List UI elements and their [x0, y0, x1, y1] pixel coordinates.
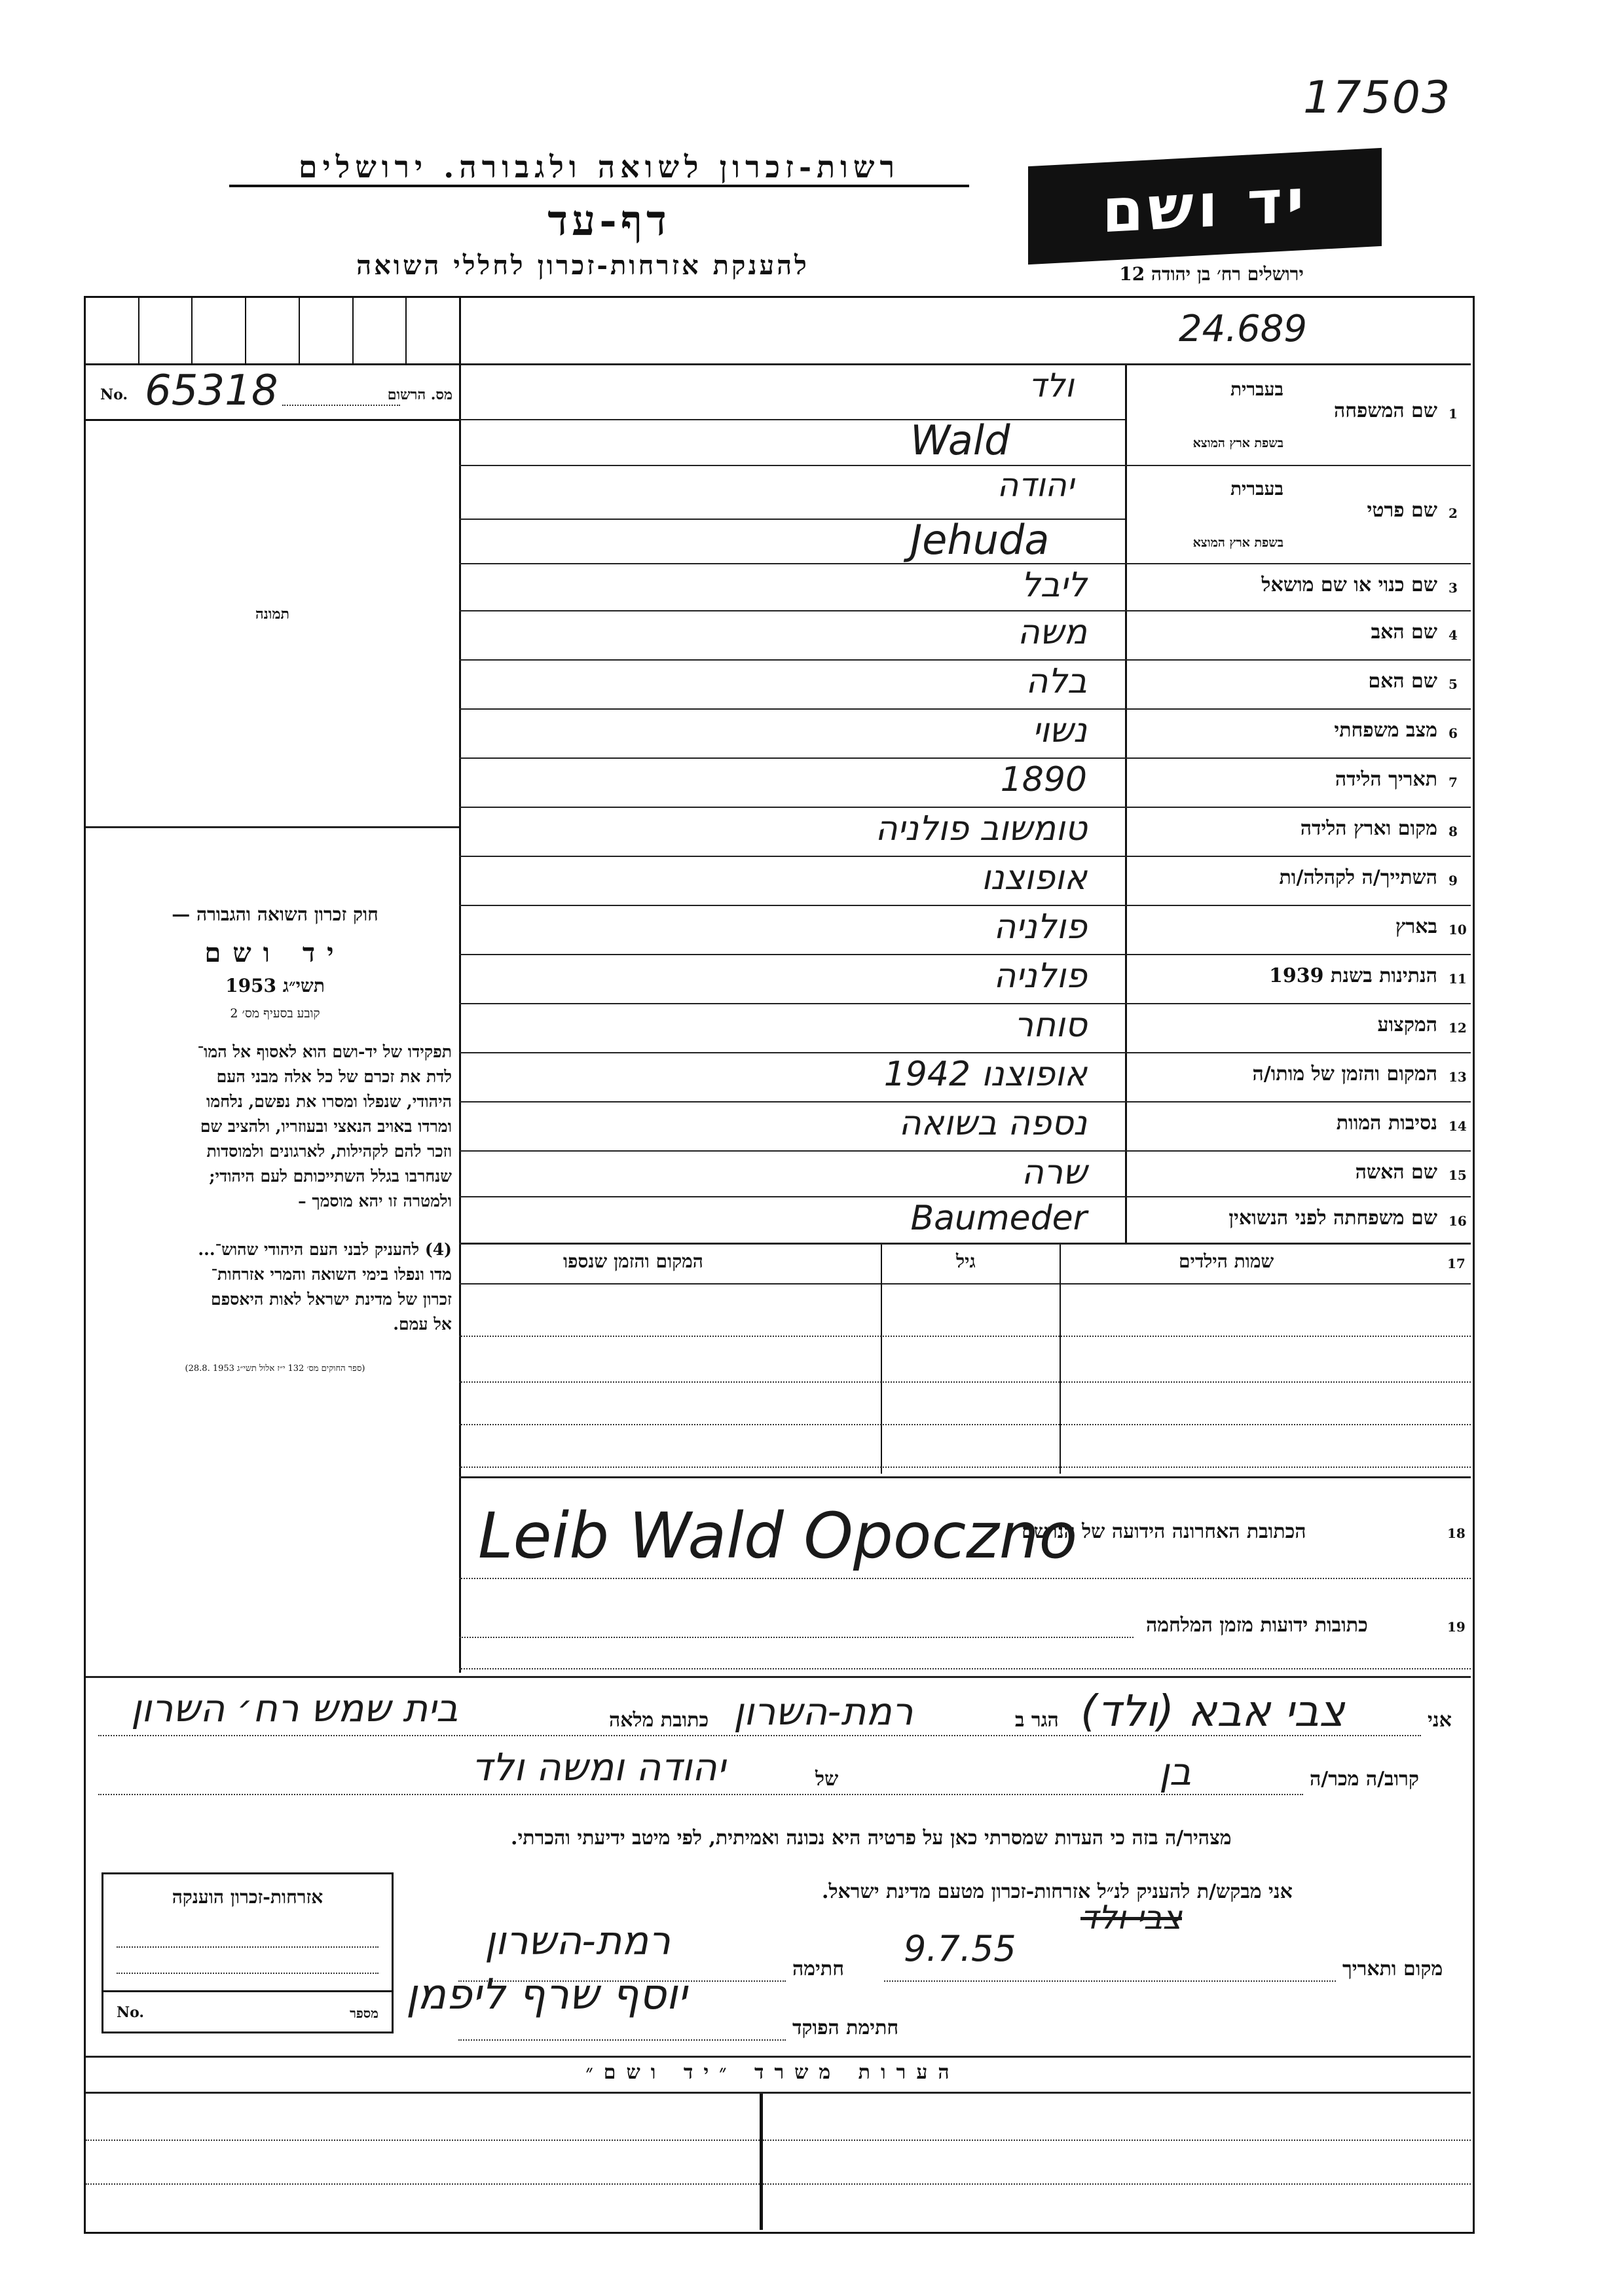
place-date-label: מקום ותאריך — [1342, 1958, 1443, 1980]
field-9-number: 9 — [1449, 873, 1458, 888]
field-13-number: 13 — [1449, 1069, 1467, 1085]
field-1-label: שם המשפחה — [1333, 399, 1437, 422]
registration-number: 65318 — [145, 367, 278, 415]
office-notes-title: הערות משרד ״יד ושם״ — [585, 2061, 960, 2084]
field-18-label: הכתובת האחרונה הידועה של הנרשם — [1022, 1520, 1306, 1543]
declaration-request: אני מבקש/ת להעניק לנ״ל אזרחות-זכרון מטעם מדינת ישראל. — [822, 1880, 1293, 1903]
logo-text: יד ושם — [1101, 165, 1308, 247]
law-year: תשי״ג 1953 — [225, 975, 325, 996]
field-11-label: הנתינות בשנת 1939 — [1268, 964, 1437, 987]
declaration-ani: אני — [1428, 1709, 1452, 1732]
law-line: אל עמם. — [393, 1315, 452, 1334]
field-1-value-local: Wald — [910, 416, 1010, 464]
officer-signature: יוסף שרף ליפמן — [406, 1971, 687, 2019]
field-5-label: שם האם — [1368, 670, 1437, 693]
photo-label: תמונה — [255, 606, 289, 623]
declaration-statement: מצהיר/ה בזה כי העדות שמסרתי כאן על פרטיה היא נכונה ואמיתית, לפי מיטב ידיעתי והכרתי. — [511, 1827, 1232, 1850]
law-clause4 — [98, 1237, 452, 1337]
field-10-value: פולניה — [993, 907, 1087, 947]
resides-value: רמת-השרון — [733, 1689, 913, 1734]
field-3-label: שם כנוי או שם מושאל — [1261, 574, 1437, 596]
field-14-value: נספה בשואה — [898, 1104, 1087, 1143]
law-line: תפקידו של יד-ושם הוא לאסוף אל המו־ — [197, 1042, 452, 1061]
field-1-number: 1 — [1449, 406, 1458, 422]
field-9-value: אופוצנו — [981, 858, 1087, 898]
children-names-header: שמות הילדים — [1179, 1250, 1274, 1272]
field-18-value: Leib Wald Opoczno — [478, 1499, 1078, 1573]
field-row-divider — [459, 1196, 1471, 1197]
field-4-value: משה — [1017, 613, 1087, 652]
field-15-label: שם האשה — [1355, 1161, 1437, 1184]
field-row-divider — [459, 659, 1471, 661]
field-6-number: 6 — [1449, 725, 1458, 741]
field-11-number: 11 — [1449, 971, 1467, 987]
law-clause: קובע בסעיף מס׳ 2 — [230, 1006, 320, 1021]
field-2-value-hebrew: יהודה — [997, 466, 1074, 504]
field-1-sub-local: בשפת ארץ המוצא — [1192, 436, 1283, 450]
field-6-value: נשוי — [1032, 711, 1087, 750]
law-line: ולמטרה זו יהא מוסמך – — [298, 1192, 452, 1211]
field-1-value-hebrew: ולד — [1028, 367, 1074, 405]
field-4-label: שם האב — [1371, 621, 1437, 644]
field-19-number: 19 — [1447, 1619, 1466, 1635]
relation-value: בן — [1159, 1749, 1192, 1794]
declarant-name: צבי אבא (ולד) — [1080, 1686, 1345, 1736]
archive-number: 17503 — [1303, 72, 1452, 124]
field-2-number: 2 — [1449, 505, 1458, 521]
field-16-number: 16 — [1449, 1213, 1467, 1229]
relation-label: קרוב/ה מכר/ה — [1310, 1768, 1419, 1791]
registration-no-label: No. — [100, 386, 128, 403]
law-line: מדו ונפלו בימי השואה והמרי אזרחות־ — [211, 1265, 452, 1284]
field-row-divider — [459, 1101, 1471, 1102]
granted-box-title: אזרחות-זכרון הוענקה — [172, 1886, 323, 1908]
field-16-value: Baumeder — [910, 1199, 1087, 1238]
field-3-number: 3 — [1449, 580, 1458, 596]
top-box-number: 24.689 — [1179, 308, 1307, 350]
registration-label: מס. הרשום — [387, 386, 452, 403]
field-2-sub-local: בשפת ארץ המוצא — [1192, 536, 1283, 550]
children-age-header: גיל — [956, 1250, 976, 1272]
field-13-label: המקום והזמן של מותו/ה — [1252, 1063, 1437, 1085]
yad-vashem-logo — [1028, 148, 1382, 264]
law-block — [98, 903, 452, 1374]
form-subtitle: להענקת אזרחות-זכרון לחללי השואה — [356, 250, 809, 281]
of-value: יהודה ומשה ולד — [471, 1745, 726, 1789]
field-row-divider — [459, 1003, 1471, 1004]
field-subrow-divider — [459, 419, 1125, 420]
law-line: וזכר להם לקהילות, לארגונים ולמוסדות — [206, 1142, 452, 1161]
field-3-value: ליבל — [1021, 566, 1087, 605]
law-name: יד ושם — [204, 938, 346, 968]
field-18-number: 18 — [1447, 1525, 1466, 1541]
law-line: (4) להעניק לבני העם היהודי שהוש־... — [198, 1240, 452, 1259]
field-2-value-local: Jehuda — [910, 516, 1050, 564]
field-14-number: 14 — [1449, 1118, 1467, 1134]
field-6-label: מצב משפחתי — [1334, 719, 1437, 742]
field-row-divider — [459, 856, 1471, 857]
law-footnote: (ספר החוקים מס׳ 132 י״ז אלול תשי״ג 1953 .28.8) — [185, 1364, 365, 1374]
granted-no-label: No. — [117, 2004, 145, 2021]
witness-signature: רמת-השרון — [485, 1918, 671, 1964]
field-row-divider — [459, 757, 1471, 759]
field-8-label: מקום וארץ הלידה — [1300, 817, 1437, 840]
field-7-label: תאריך הלידה — [1335, 768, 1437, 791]
field-12-value: סוחר — [1014, 1006, 1087, 1045]
law-line: לדת את זכרם של כל אלה מבני העם — [216, 1067, 452, 1086]
officer-signature-label: חתימת הפוקד — [792, 2016, 899, 2039]
granted-box — [101, 1872, 394, 2033]
law-title: חוק זכרון השואה והגבורה — — [172, 903, 378, 925]
field-12-label: המקצוע — [1377, 1013, 1437, 1036]
full-address-value: בית שמש רח׳ השרון — [131, 1686, 458, 1730]
field-7-number: 7 — [1449, 774, 1458, 790]
field-row-divider — [459, 465, 1471, 466]
registration-row — [86, 367, 459, 421]
field-row-divider — [459, 1150, 1471, 1152]
field-10-label: בארץ — [1395, 915, 1437, 938]
field-16-label: שם משפחתה לפני הנשואין — [1228, 1207, 1437, 1230]
field-8-value: טומשוב פולניה — [875, 809, 1087, 848]
field-row-divider — [459, 708, 1471, 710]
field-2-sub-hebrew: בעברית — [1230, 478, 1283, 500]
field-row-divider — [459, 807, 1471, 808]
field-5-number: 5 — [1449, 676, 1458, 692]
law-line: ומרדו באויב הנאצי ובעוזריו, ולהציב שם — [200, 1117, 452, 1136]
field-4-number: 4 — [1449, 627, 1458, 643]
field-9-label: השתייך/ה לקהלה/ות — [1279, 866, 1437, 889]
place-date-value: 9.7.55 — [904, 1928, 1016, 1969]
law-line: זכרון של מדינת ישראל לאות היאספם — [210, 1290, 452, 1309]
resides-label: הגר ב — [1015, 1709, 1059, 1732]
field-row-divider — [459, 905, 1471, 906]
law-line: היהודי, שנפלו ומסרו את נפשם, נלחמו — [206, 1092, 452, 1111]
field-row-divider — [459, 1052, 1471, 1053]
law-line: שנחרבו בגלל השתייכותם לעם היהודי; — [209, 1167, 452, 1186]
field-14-label: נסיבות המוות — [1336, 1112, 1437, 1135]
field-2-label: שם פרטי — [1367, 499, 1437, 522]
full-address-label: כתובת מלאה — [609, 1709, 709, 1732]
declarant-signature: צבי ולד — [1080, 1899, 1182, 1937]
field-row-divider — [459, 610, 1471, 611]
field-19-label: כתובות ידועות מזמן המלחמה — [1146, 1614, 1368, 1637]
of-label: של — [815, 1768, 839, 1791]
law-text — [98, 1040, 452, 1214]
form-title: דף-עד — [547, 196, 671, 246]
field-7-value: 1890 — [1000, 760, 1087, 799]
field-13-value: אופוצנו 1942 — [883, 1055, 1087, 1094]
field-12-number: 12 — [1449, 1020, 1467, 1036]
authority-title: רשות-זכרון לשואה ולגבורה. ירושלים — [229, 149, 969, 187]
signature-label: חתימה — [792, 1958, 844, 1980]
granted-number-label: מספר — [350, 2005, 378, 2021]
field-8-number: 8 — [1449, 824, 1458, 839]
field-10-number: 10 — [1449, 922, 1467, 938]
field-17-number: 17 — [1447, 1256, 1466, 1271]
children-place-header: המקום והזמן שנספו — [563, 1250, 703, 1272]
header-address: ירושלים רח׳ בן יהודה 12 — [1119, 263, 1304, 285]
field-11-value: פולניה — [993, 957, 1087, 996]
field-1-sub-hebrew: בעברית — [1230, 378, 1283, 400]
field-15-number: 15 — [1449, 1167, 1467, 1183]
field-5-value: בלה — [1025, 662, 1087, 701]
header-strip — [86, 298, 461, 365]
field-row-divider — [459, 954, 1471, 955]
field-15-value: שרה — [1021, 1153, 1087, 1192]
